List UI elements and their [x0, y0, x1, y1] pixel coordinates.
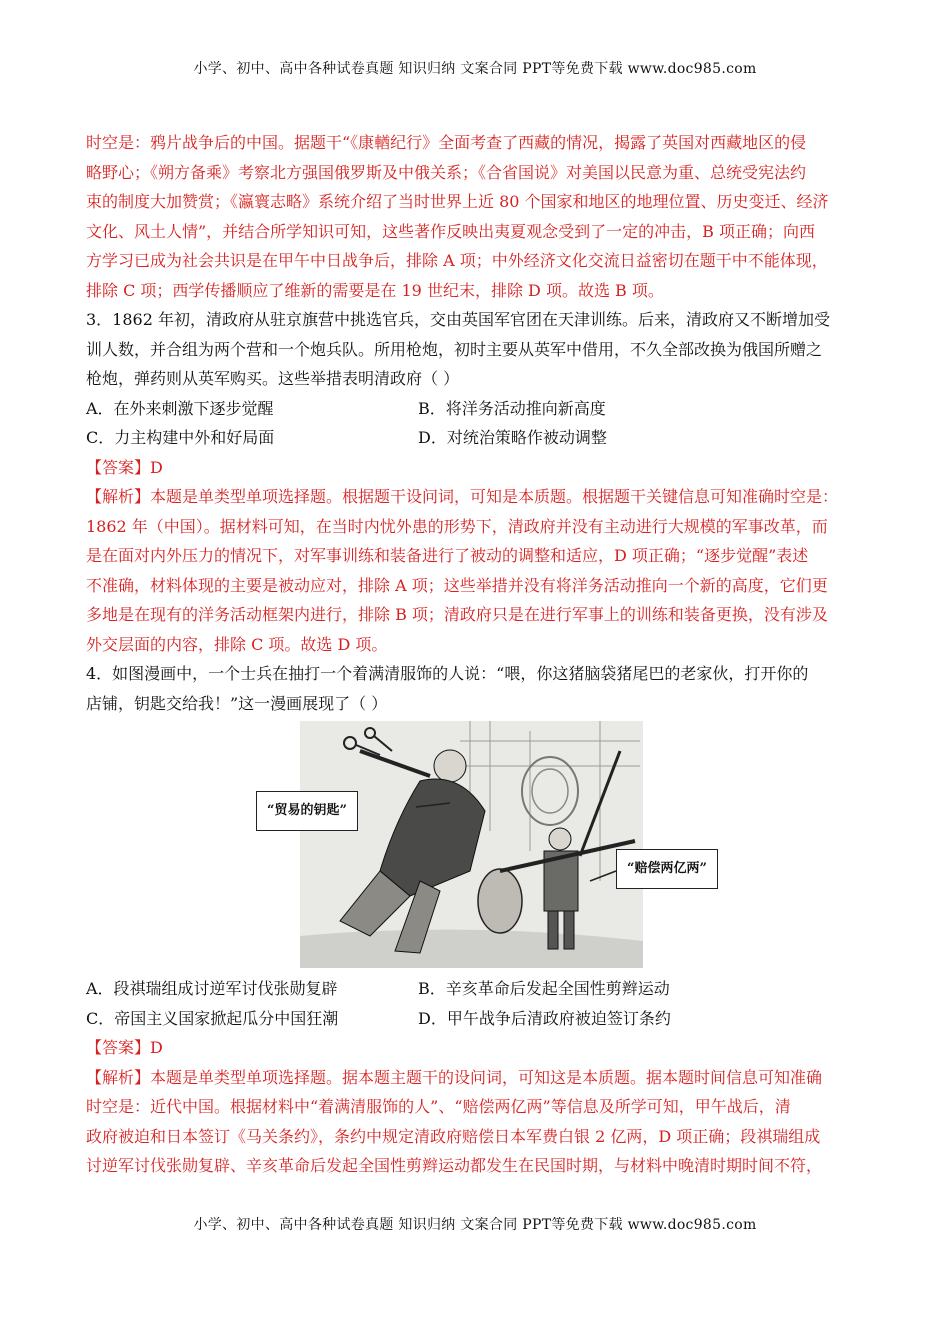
question-stem: 枪炮，弹药则从英军购买。这些举措表明清政府（ ） — [86, 369, 460, 388]
cartoon-figure — [267, 721, 707, 968]
text-line: 政府被迫和日本签订《马关条约》，条约中规定清政府赔偿日本军费白银 2 亿两，D 项正确；段祺瑞组成 — [86, 1126, 821, 1146]
text-line: 不准确，材料体现的主要是被动应对，排除 A 项；这些举措并没有将洋务活动推向一个新的高度，它们更 — [86, 575, 828, 595]
option-a: A．段祺瑞组成讨逆军讨伐张勋复辟 — [86, 979, 338, 998]
text-line: 讨逆军讨伐张勋复辟、辛亥革命后发起全国性剪辫运动都发生在民国时期，与材料中晚清时期时间不符， — [86, 1156, 823, 1175]
analysis — [86, 1063, 864, 1181]
options — [86, 394, 864, 453]
text-line: 多地是在现有的洋务活动框架内进行，排除 B 项；清政府只是在进行军事上的训练和装备更换，没有涉及 — [86, 605, 828, 624]
text-line: 略野心；《朔方备乘》考察北方强国俄罗斯及中俄关系；《合省国说》对美国以民意为重、总统受宪法约 — [86, 162, 807, 182]
option-c: C．帝国主义国家掀起瓜分中国狂潮 — [86, 1008, 339, 1028]
option-d: D．对统治策略作被动调整 — [418, 428, 607, 447]
page-footer: 小学、初中、高中各种试卷真题 知识归纳 文案合同 PPT等免费下载 www.doc985.com — [193, 1217, 757, 1233]
text-line: 时空是：近代中国。根据材料中“着满清服饰的人”、“赔偿两亿两”等信息及所学可知，甲午战后，清 — [86, 1097, 791, 1116]
text-line: 时空是：鸦片战争后的中国。据题干“《康輶纪行》全面考查了西藏的情况，揭露了英国对西藏地区的侵 — [86, 133, 807, 152]
previous-analysis — [86, 128, 864, 305]
question-stem: 3．1862 年初，清政府从驻京旗营中挑选官兵，交由英国军官团在天津训练。后来，清政府又不断增加受 — [86, 310, 830, 329]
question-stem: 4．如图漫画中，一个士兵在抽打一个着满清服饰的人说：“喂，你这猪脑袋猪尾巴的老家伙，打开你的 — [86, 664, 809, 683]
analysis — [86, 482, 864, 659]
text-line: 文化、风土人情”，并结合所学知识可知，这些著作反映出夷夏观念受到了一定的冲击，B 项正确；向西 — [86, 221, 816, 241]
answer: 【答案】D — [86, 457, 163, 477]
page-content — [86, 128, 864, 1181]
options — [86, 974, 864, 1033]
text-line: 束的制度大加赞赏；《瀛寰志略》系统介绍了当时世界上近 80 个国家和地区的地理位置、历史变迁、经济 — [86, 192, 829, 211]
question-stem: 店铺，钥匙交给我！”这一漫画展现了（ ） — [86, 693, 388, 713]
page-header: 小学、初中、高中各种试卷真题 知识归纳 文案合同 PPT等免费下载 www.doc985.com — [193, 61, 757, 77]
option-b: B．将洋务活动推向新高度 — [418, 398, 606, 418]
text-line: 排除 C 项；西学传播顺应了维新的需要是在 19 世纪末，排除 D 项。故选 B 项。 — [86, 280, 664, 300]
option-d: D．甲午战争后清政府被迫签订条约 — [418, 1008, 671, 1028]
option-c: C．力主构建中外和好局面 — [86, 428, 275, 447]
question-3 — [86, 305, 864, 659]
text-line: 1862 年（中国）。据材料可知，在当时内忧外患的形势下，清政府并没有主动进行大规模的军事改革，而 — [86, 516, 828, 536]
callout-indemnity: “赔偿两亿两” — [616, 849, 718, 889]
option-b: B．辛亥革命后发起全国性剪辫运动 — [418, 979, 670, 998]
text-line: 【解析】本题是单类型单项选择题。根据题干设问词，可知是本质题。根据题干关键信息可知准确时空是： — [86, 487, 839, 506]
text-line: 方学习已成为社会共识是在甲午中日战争后，排除 A 项；中外经济文化交流日益密切在题干中不能体现， — [86, 251, 828, 270]
cartoon-illustration — [300, 721, 643, 968]
question-4 — [86, 659, 864, 1181]
option-a: A．在外来刺激下逐步觉醒 — [86, 398, 274, 418]
question-stem: 训人数，并合组为两个营和一个炮兵队。所用枪炮，初时主要从英军中借用，不久全部改换为俄国所赠之 — [86, 339, 823, 359]
answer: 【答案】D — [86, 1038, 163, 1057]
text-line: 【解析】本题是单类型单项选择题。据本题主题干的设问词，可知这是本质题。据本题时间信息可知准确 — [86, 1067, 823, 1087]
text-line: 外交层面的内容，排除 C 项。故选 D 项。 — [86, 634, 388, 654]
text-line: 是在面对内外压力的情况下，对军事训练和装备进行了被动的调整和适应，D 项正确；“逐步觉醒”表述 — [86, 546, 809, 565]
callout-trade-keys: “贸易的钥匙” — [256, 791, 358, 831]
